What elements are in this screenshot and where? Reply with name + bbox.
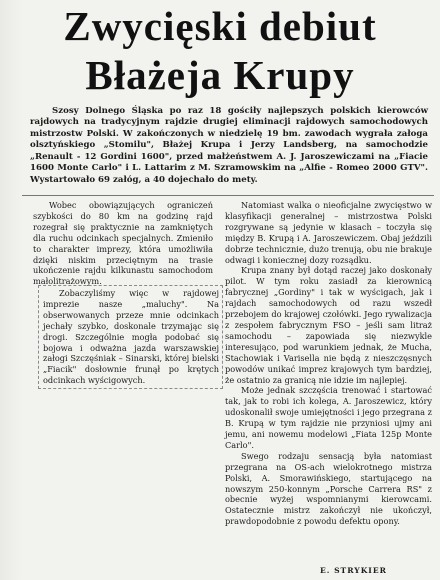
section-divider (22, 195, 434, 196)
right-paragraph-2: Krupa znany był dotąd raczej jako doskonały pilot. W tym roku zasiadł za kierownicą fabrycznej „Gordiny" i tak w wyścigach, jak i rajdach samochodowych od razu wszedł przebojem do krajowej czołówki. Jego rywalizacja z zespołem fabrycznym FSO – jeśli sam litraż samochodu – zapowiada się niezwykle interesująco, pod warunkiem jednak, że Mucha, Stachowiak i Varisella nie będą z nieszczęsnych powodów unikać imprez krajowych tym bardziej, że ostatnio za granicą nie idzie im najlepiej. (225, 265, 432, 385)
left-column-boxed (38, 285, 223, 389)
right-paragraph-3: Może jednak szczęścia trenować i startować tak, jak to robi ich kolega, A. Jaroszewicz, który udoskonalił swoje umiejętności i jego przegrana z B. Krupą w tym rajdzie nie przyniosi ujmy ani jemu, ani nowemu modelowi „Fiata 125p Monte Carlo". (225, 385, 432, 450)
headline (0, 2, 440, 100)
headline-line-2: Błażeja Krupy (85, 52, 355, 98)
left-paragraph-2: Zobaczyliśmy więc w rajdowej imprezie nasze „maluchy". Na obserwowanych przeze mnie odcinkach jechały szybko, doskonale trzymając się drogi. Szczególnie mogła podobać się bojowa i odważna jazda warszawskiej załogi Szczęśniak – Sinarski, której bielski „Fiacik" dosłownie frunął po krętych odcinkach wyścigowych. (43, 288, 219, 386)
left-column-top (33, 200, 213, 287)
headline-line-1: Zwycięski debiut (63, 3, 377, 49)
lead-paragraph: Szosy Dolnego Śląska po raz 18 gościły najlepszych polskich kierowców rajdowych na tradycyjnym rajdzie drugiej eliminacji rajdowych samochodowych mistrzostw Polski. W zakończonych w niedzielę 19 bm. zawodach wygrała załoga olsztyńskiego „Stomilu", Błażej Krupa i Jerzy Landsberg, na samochodzie „Renault - 12 Gordini 1600", przed małżeństwem A. J. Jaroszewiczami na „Fiacie 1600 Monte Carlo" i L. Lattarim z M. Szramowskim na „Alfie - Romeo 2000 GTV". Wystartowało 69 załóg, a 40 dojechało do mety. (30, 106, 428, 185)
right-column (225, 200, 432, 527)
right-paragraph-1: Natomiast walka o nieoficjalne zwycięstwo w klasyfikacji generalnej – mistrzostwa Polski rozgrywane są jedynie w klasach – toczyła się między B. Krupą i A. Jaroszewiczem. Obaj jeździli dobrze technicznie, dużo trenują, obu nie brakuje odwagi i koniecznej dozy rozsądku. (225, 200, 432, 265)
left-paragraph-1: Wobec obowiązujących ograniczeń szybkości do 80 km na godzinę rajd rozegrał się praktycznie na zamkniętych dla ruchu odcinkach specjalnych. Zmieniło to charakter imprezy, która umożliwiła dzięki niskim przeciętnym na trasie ukończenie rajdu kilkunastu samochodom małolitrażowym. (33, 200, 213, 287)
right-paragraph-4: Swego rodzaju sensacją była natomiast przegrana na OS-ach wielokrotnego mistrza Polski, A. Smorawińskiego, startującego na nowszym 250-konnym „Porsche Carrera RS" z obecnie wyżej wspomnianymi kierowcami. Ostatecznie mistrz zakończył nie ukończył, prawdopodobnie z powodu defektu opony. (225, 450, 432, 527)
author-signature: E. STRYKIER (320, 566, 387, 575)
